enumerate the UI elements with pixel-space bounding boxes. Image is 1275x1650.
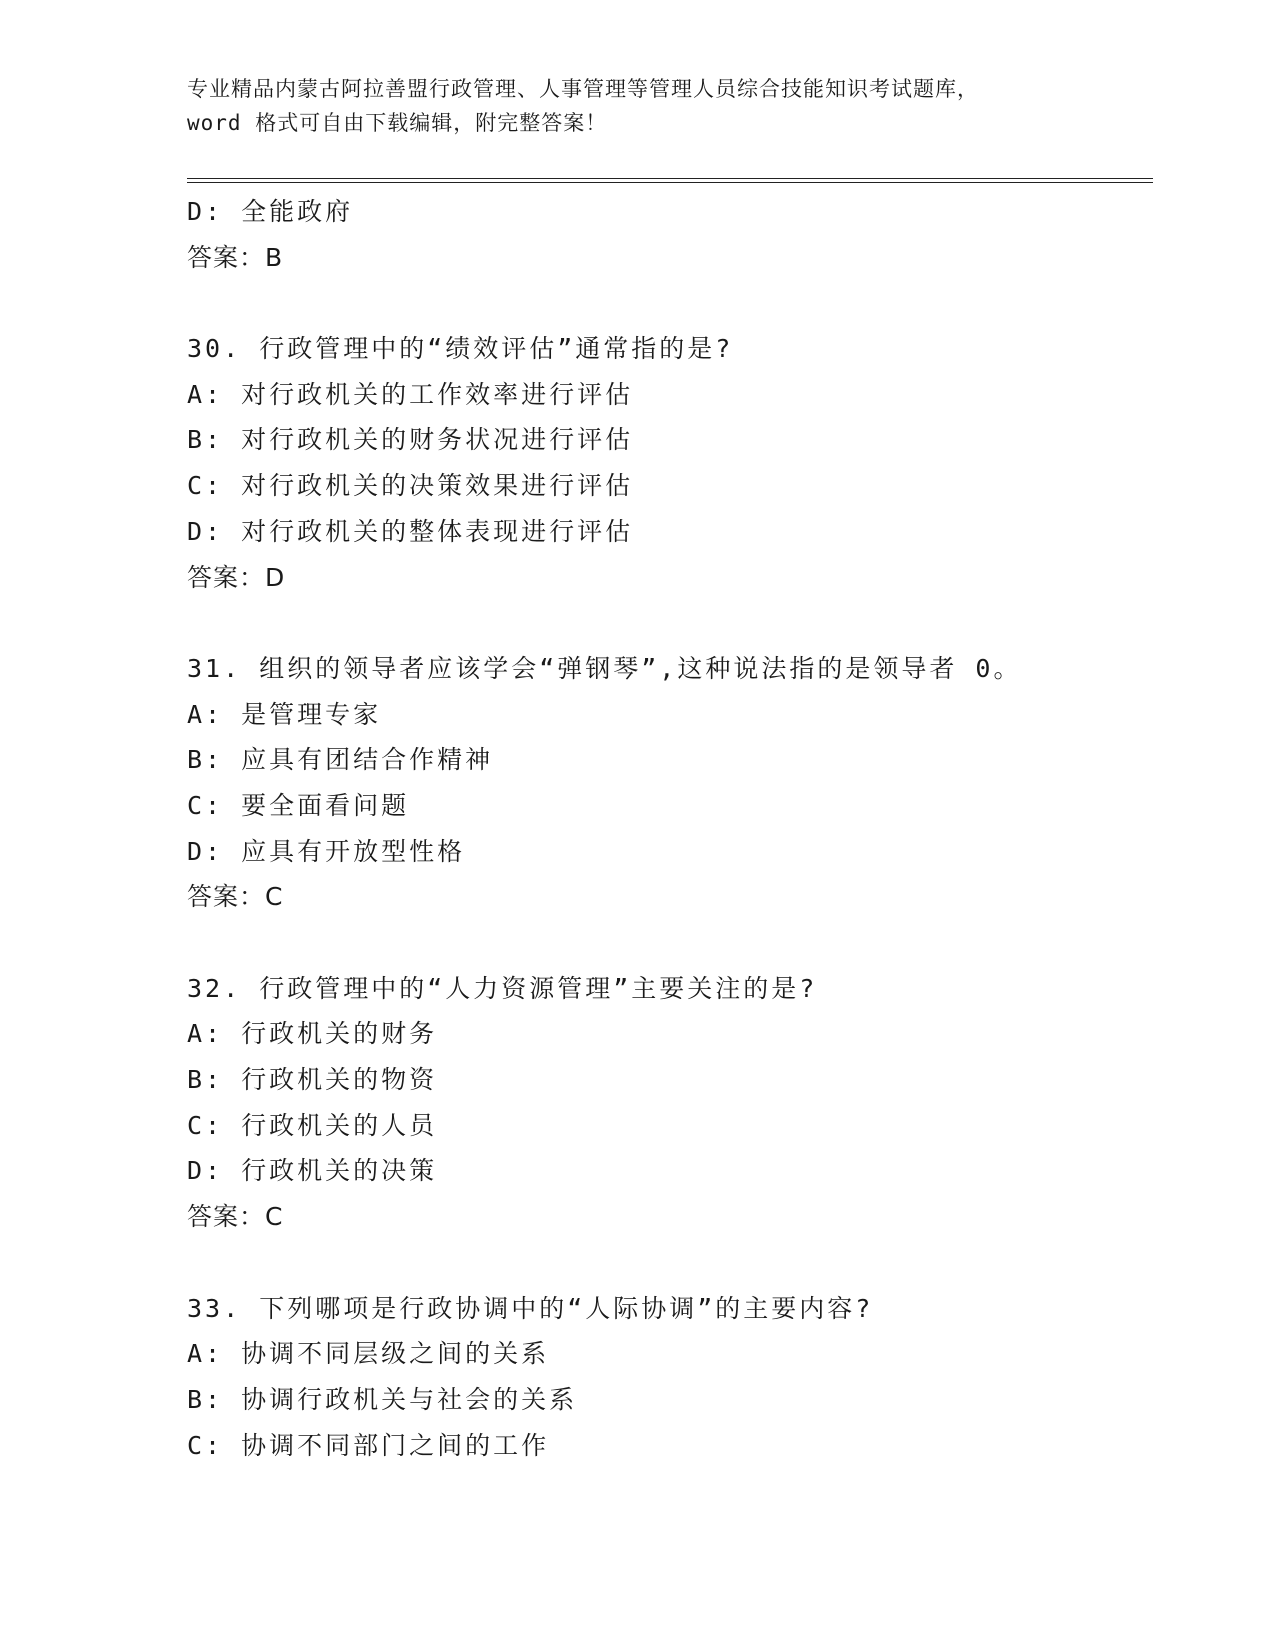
header-divider-top xyxy=(187,178,1153,179)
option-b: B: 行政机关的物资 xyxy=(187,1065,438,1095)
question-block-30 xyxy=(187,326,1147,600)
answer: 答案：C xyxy=(187,882,284,912)
spacer xyxy=(187,920,1147,966)
question-text: 31. 组织的领导者应该学会“弹钢琴”,这种说法指的是领导者 0。 xyxy=(187,653,1022,683)
prev-answer: 答案：B xyxy=(187,242,284,272)
option-d: D: 对行政机关的整体表现进行评估 xyxy=(187,516,634,546)
option-c: C: 行政机关的人员 xyxy=(187,1110,438,1140)
option-a: A: 是管理专家 xyxy=(187,699,382,729)
option-c: C: 对行政机关的决策效果进行评估 xyxy=(187,471,634,501)
prev-option-d: D: 全能政府 xyxy=(187,197,354,226)
question-block-33 xyxy=(187,1286,1147,1469)
question-text: 32. 行政管理中的“人力资源管理”主要关注的是? xyxy=(187,973,818,1003)
option-b: B: 应具有团结合作精神 xyxy=(187,745,494,775)
answer: 答案：D xyxy=(187,562,286,592)
question-block-32 xyxy=(187,966,1147,1240)
spacer xyxy=(187,1240,1147,1286)
option-c: C: 要全面看问题 xyxy=(187,790,410,820)
document-header xyxy=(187,72,1087,140)
answer: 答案：C xyxy=(187,1202,284,1232)
option-b: B: 对行政机关的财务状况进行评估 xyxy=(187,425,634,455)
option-d: D: 行政机关的决策 xyxy=(187,1156,438,1186)
exam-content xyxy=(187,189,1147,1468)
question-text: 33. 下列哪项是行政协调中的“人际协调”的主要内容? xyxy=(187,1293,874,1323)
header-line-1: 专业精品内蒙古阿拉善盟行政管理、人事管理等管理人员综合技能知识考试题库， xyxy=(187,77,979,101)
option-a: A: 行政机关的财务 xyxy=(187,1019,438,1049)
option-d: D: 应具有开放型性格 xyxy=(187,836,466,866)
option-a: A: 对行政机关的工作效率进行评估 xyxy=(187,379,634,409)
spacer xyxy=(187,600,1147,646)
question-text: 30. 行政管理中的“绩效评估”通常指的是? xyxy=(187,334,734,364)
option-a: A: 协调不同层级之间的关系 xyxy=(187,1339,550,1369)
header-divider-bottom xyxy=(187,182,1153,183)
option-c: C: 协调不同部门之间的工作 xyxy=(187,1430,550,1460)
spacer xyxy=(187,280,1147,326)
option-b: B: 协调行政机关与社会的关系 xyxy=(187,1384,578,1414)
question-block-31 xyxy=(187,646,1147,920)
header-line-2: word 格式可自由下载编辑，附完整答案！ xyxy=(187,111,608,135)
